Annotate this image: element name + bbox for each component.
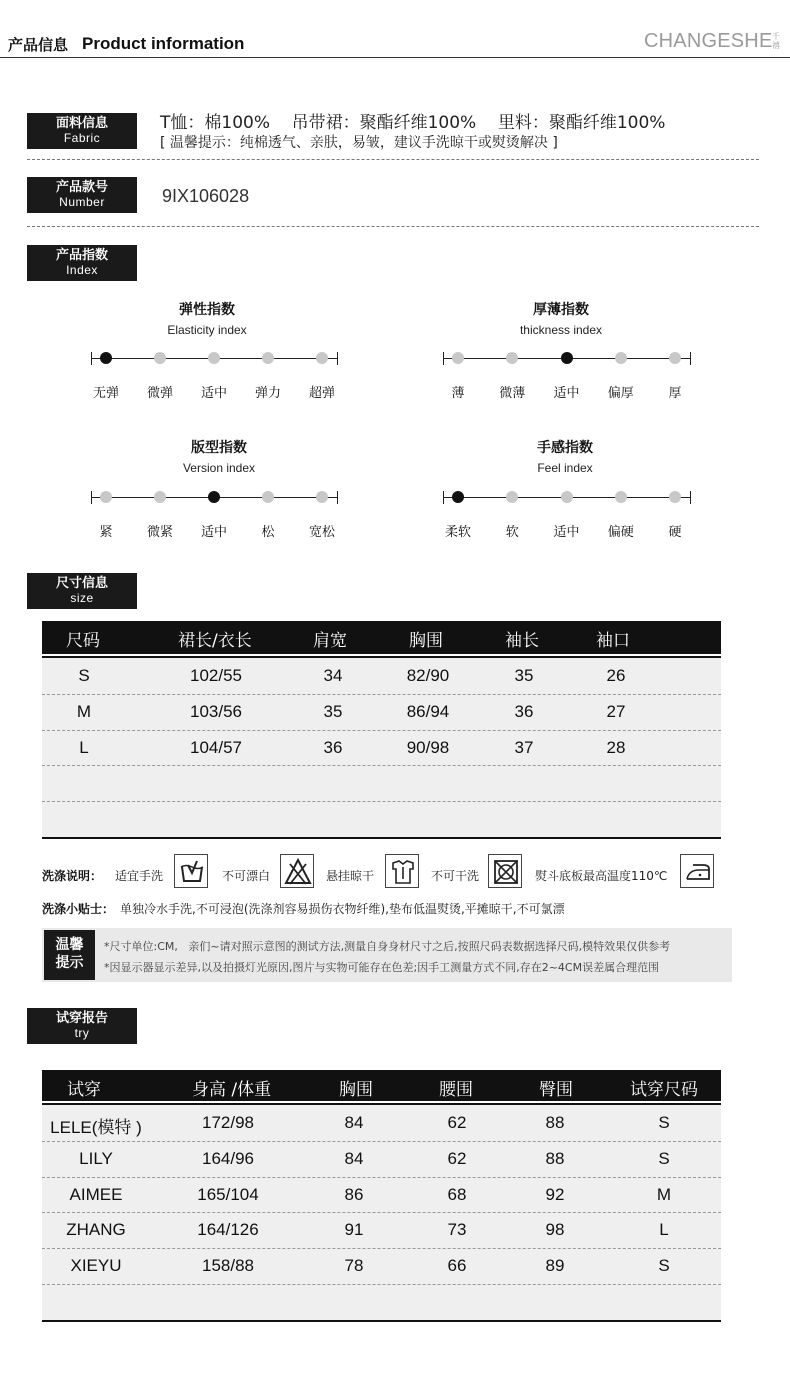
- table-cell: L: [79, 737, 89, 757]
- scale-label: 软: [505, 525, 519, 540]
- table-cell: 165/104: [197, 1184, 259, 1204]
- scale-label: 弹力: [254, 386, 281, 401]
- scale-dot: [615, 491, 627, 503]
- row-divider: [42, 1284, 721, 1285]
- scale-end-tick: [443, 352, 444, 365]
- table-cell: 102/55: [190, 666, 242, 685]
- table-cell: 92: [545, 1184, 565, 1204]
- brand-logo: CHANGESHE: [644, 30, 773, 52]
- table-cell: AIMEE: [69, 1184, 123, 1204]
- divider: [27, 159, 759, 160]
- scale-label: 薄: [451, 386, 465, 401]
- table-cell: 68: [447, 1184, 467, 1204]
- try-tag-cn: 试穿报告: [55, 1011, 108, 1026]
- try-header-cell: 臀围: [539, 1080, 573, 1100]
- table-cell: 27: [606, 701, 626, 721]
- index-tag: [27, 245, 137, 281]
- scale-label: 适中: [200, 386, 227, 401]
- size-header-cell: 袖口: [596, 631, 630, 651]
- table-cell: 84: [344, 1113, 364, 1132]
- table-cell: M: [76, 701, 92, 721]
- table-cell: 172/98: [202, 1113, 254, 1132]
- scale-label: 偏厚: [607, 386, 634, 401]
- scale-label: 无弹: [92, 386, 119, 401]
- table-cell: 26: [606, 666, 626, 685]
- table-cell: L: [659, 1220, 669, 1240]
- scale-label: 适中: [553, 386, 580, 401]
- size-tag: [27, 573, 137, 609]
- table-row: [42, 1105, 721, 1141]
- table-cell: 89: [545, 1256, 565, 1276]
- try-header-cell: 试穿: [67, 1080, 101, 1100]
- scale-label: 适中: [553, 525, 580, 540]
- feel-title-cn: 手感指数: [537, 440, 593, 456]
- table-cell: 37: [514, 737, 534, 757]
- scale-dot: [100, 491, 112, 503]
- table-row: [42, 658, 721, 694]
- version-title-cn: 版型指数: [191, 440, 247, 456]
- table-cell: LILY: [79, 1148, 113, 1168]
- scale-end-tick: [443, 491, 444, 504]
- scale-dot: [615, 352, 627, 364]
- fabric-composition: T恤：棉100% 吊带裙：聚酯纤维100% 里料：聚酯纤维100%: [160, 113, 666, 133]
- scale-dot: [561, 491, 573, 503]
- scale-dot-selected: [100, 352, 112, 364]
- table-cell: 36: [514, 701, 534, 721]
- page-title-en: Product information: [82, 34, 245, 53]
- size-header-cell: 胸围: [409, 631, 443, 651]
- notice-tag: [44, 930, 95, 980]
- scale-end-tick: [337, 491, 338, 504]
- version-index-title: [119, 437, 319, 475]
- wash-item-text: 不可干洗: [431, 869, 480, 883]
- table-row: [42, 1177, 721, 1213]
- page-title-cn: 产品信息: [8, 36, 69, 54]
- scale-dot: [316, 491, 328, 503]
- scale-dot: [506, 491, 518, 503]
- try-header-cell: 试穿尺码: [630, 1080, 698, 1100]
- try-table-body: [42, 1105, 721, 1320]
- table-cell: 91: [344, 1220, 364, 1240]
- index-tag-cn: 产品指数: [55, 248, 108, 263]
- try-table-header: [42, 1070, 721, 1101]
- scale-label: 厚: [668, 386, 682, 401]
- scale-dot: [262, 352, 274, 364]
- table-cell: 104/57: [190, 737, 242, 757]
- number-tag-cn: 产品款号: [55, 180, 108, 195]
- scale-label: 微薄: [499, 386, 526, 401]
- table-cell: S: [658, 1256, 670, 1276]
- table-cell: 103/56: [190, 701, 242, 721]
- table-row: [42, 1248, 721, 1284]
- table-cell: 164/96: [202, 1148, 254, 1168]
- scale-dot: [452, 352, 464, 364]
- scale-dot: [154, 491, 166, 503]
- table-cell: 84: [344, 1148, 364, 1168]
- table-cell: 36: [323, 737, 343, 757]
- try-header-cell: 腰围: [439, 1080, 473, 1100]
- wash-item-text: 悬挂晾干: [326, 869, 375, 883]
- header-divider: [0, 57, 790, 58]
- scale-dot-selected: [561, 352, 573, 364]
- table-cell: 62: [447, 1148, 467, 1168]
- scale-label: 微紧: [146, 525, 173, 540]
- feel-index-title: [465, 437, 665, 475]
- size-table-body: [42, 658, 721, 837]
- table-cell: S: [658, 1148, 670, 1168]
- fabric-tag: [27, 113, 137, 149]
- iron-icon: [680, 854, 714, 888]
- scale-dot: [506, 352, 518, 364]
- table-cell: 34: [323, 666, 343, 685]
- feel-title-en: Feel index: [537, 461, 593, 475]
- table-row: [42, 730, 721, 766]
- table-cell: 86/94: [406, 701, 450, 721]
- no-dry-clean-icon: [488, 854, 522, 888]
- table-cell: 28: [606, 737, 626, 757]
- table-cell: 88: [545, 1113, 565, 1132]
- table-cell: LELE(模特 ): [50, 1118, 142, 1137]
- try-header-cell: 身高 /体重: [192, 1080, 272, 1100]
- notice-line-1: *尺寸单位:CM, 亲们~请对照示意图的测试方法,测量自身身材尺寸之后,按照尺码表数据选择尺码,模特效果仅供参考: [104, 940, 671, 953]
- scale-label: 偏硬: [607, 525, 634, 540]
- table-cell: 82/90: [406, 666, 450, 685]
- size-tag-en: size: [70, 591, 94, 605]
- scale-end-tick: [91, 352, 92, 365]
- no-bleach-icon: [280, 854, 314, 888]
- table-cell: 62: [447, 1113, 467, 1132]
- scale-end-tick: [690, 491, 691, 504]
- table-cell: 66: [447, 1256, 467, 1276]
- thickness-title-en: thickness index: [519, 323, 603, 337]
- scale-label: 松: [261, 525, 275, 540]
- scale-dot-selected: [208, 491, 220, 503]
- wash-item-text: 熨斗底板最高温度110℃: [535, 869, 668, 883]
- table-cell: ZHANG: [66, 1220, 126, 1240]
- thickness-index-title: [461, 299, 661, 337]
- table-cell: 86: [344, 1184, 364, 1204]
- table-cell: 73: [447, 1220, 467, 1240]
- scale-dot: [669, 491, 681, 503]
- fabric-note: [ 温馨提示：纯棉透气、亲肤，易皱，建议手洗晾干或熨烫解决 ]: [160, 135, 558, 151]
- table-cell: 35: [514, 666, 534, 685]
- wash-item-text: 适宜手洗: [115, 869, 164, 883]
- try-tag-en: try: [74, 1026, 90, 1040]
- brand-sub-logo: 千禧: [772, 32, 780, 50]
- thickness-title-cn: 厚薄指数: [533, 302, 589, 318]
- table-cell: 98: [545, 1220, 565, 1240]
- table-row: [42, 1141, 721, 1177]
- table-row: [42, 694, 721, 730]
- index-tag-en: Index: [66, 263, 98, 277]
- scale-dot: [669, 352, 681, 364]
- table-cell: S: [78, 666, 90, 685]
- scale-label: 柔软: [444, 525, 471, 540]
- size-table-bottom-rule: [42, 837, 721, 839]
- table-cell: XIEYU: [70, 1256, 122, 1276]
- hand-wash-icon: [174, 854, 208, 888]
- scale-label: 紧: [99, 525, 113, 540]
- row-divider: [42, 765, 721, 766]
- number-tag-en: Number: [59, 195, 105, 209]
- size-header-cell: 肩宽: [313, 631, 347, 651]
- notice-line-2: *因显示器显示差异,以及拍摄灯光原因,图片与实物可能存在色差;因手工测量方式不同,存在2~4CM误差属合理范围: [104, 961, 660, 974]
- size-header-cell: 裙长/衣长: [178, 631, 252, 651]
- table-cell: 35: [323, 701, 343, 721]
- scale-dot: [154, 352, 166, 364]
- fabric-tag-cn: 面料信息: [55, 116, 108, 131]
- size-header-cell: 尺码: [66, 631, 100, 651]
- table-row: [42, 1212, 721, 1248]
- size-header-cell: 袖长: [505, 631, 539, 651]
- version-title-en: Version index: [182, 461, 256, 475]
- scale-dot: [208, 352, 220, 364]
- scale-dot: [262, 491, 274, 503]
- table-cell: 78: [344, 1256, 364, 1276]
- elasticity-index-title: [107, 299, 307, 337]
- wash-item-text: 不可漂白: [222, 869, 271, 883]
- wash-tips-text: 单独冷水手洗,不可浸泡(洗涤剂容易损伤衣物纤维),垫布低温熨烫,平摊晾干,不可氯漂: [120, 902, 565, 916]
- scale-label: 超弹: [308, 386, 335, 401]
- scale-label: 微弹: [146, 386, 173, 401]
- notice-tag-line2: 提示: [55, 955, 84, 971]
- scale-label: 硬: [668, 525, 682, 540]
- wash-tips-label: 洗涤小贴士：: [42, 902, 115, 916]
- try-table-bottom-rule: [42, 1320, 721, 1322]
- divider: [27, 226, 759, 227]
- scale-label: 宽松: [308, 525, 335, 540]
- wash-label: 洗涤说明：: [42, 869, 103, 883]
- hang-dry-icon: [385, 854, 419, 888]
- scale-label: 适中: [200, 525, 227, 540]
- row-divider: [42, 801, 721, 802]
- table-cell: M: [656, 1184, 672, 1204]
- number-tag: [27, 177, 137, 213]
- scale-end-tick: [337, 352, 338, 365]
- try-tag: [27, 1008, 137, 1044]
- fabric-tag-en: Fabric: [63, 131, 101, 145]
- size-table-header: [42, 621, 721, 654]
- scale-end-tick: [690, 352, 691, 365]
- table-cell: S: [658, 1113, 670, 1132]
- product-number: 9IX106028: [162, 186, 250, 206]
- size-tag-cn: 尺寸信息: [55, 576, 108, 591]
- table-cell: 88: [545, 1148, 565, 1168]
- elasticity-title-cn: 弹性指数: [179, 302, 235, 318]
- notice-tag-line1: 温馨: [55, 937, 84, 953]
- scale-dot-selected: [452, 491, 464, 503]
- table-cell: 90/98: [406, 737, 450, 757]
- elasticity-title-en: Elasticity index: [167, 323, 247, 337]
- table-cell: 158/88: [202, 1256, 254, 1276]
- table-cell: 164/126: [197, 1220, 259, 1240]
- scale-dot: [316, 352, 328, 364]
- try-header-cell: 胸围: [339, 1080, 373, 1100]
- scale-end-tick: [91, 491, 92, 504]
